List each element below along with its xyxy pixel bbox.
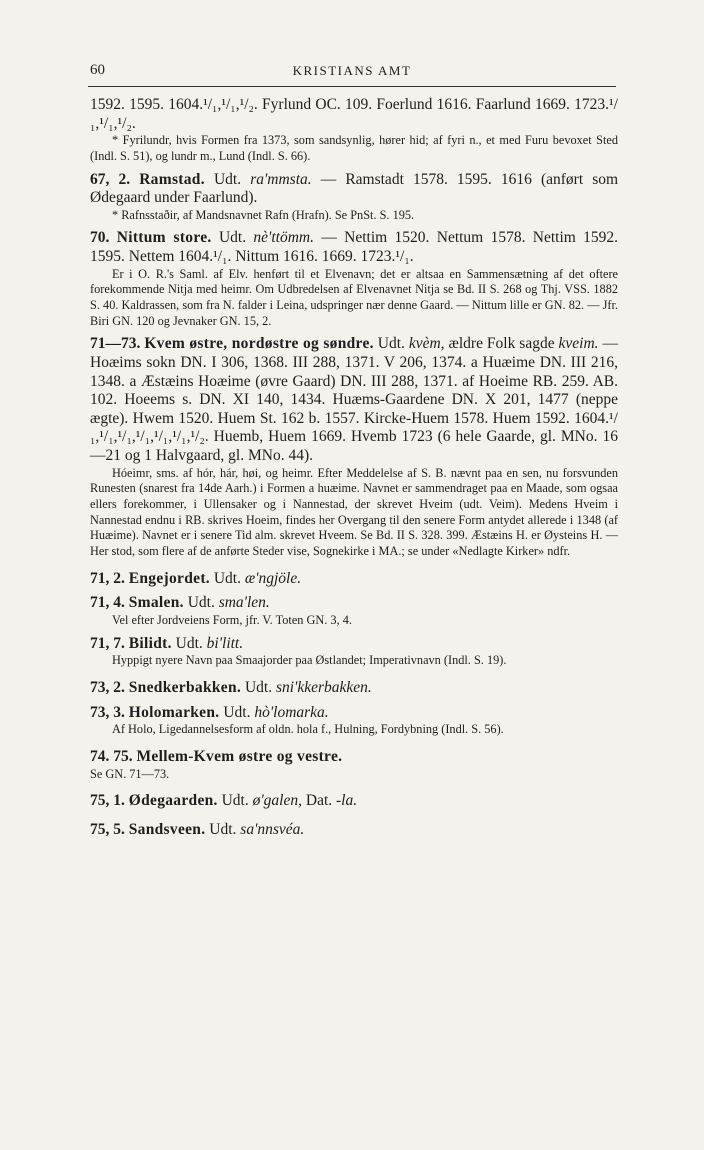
pronunciation: sa'nnsvéa. <box>240 820 305 838</box>
udt-label: Udt. <box>218 229 247 247</box>
udt-label: Udt. <box>244 679 273 697</box>
entry-note: * Fyrilundr, hvis Formen fra 1373, som sandsynlig, hører hid; af fyri n., et med Furu bevoxet Sted (Indl. S. 51), og lundr m., Lund (Indl. S. 66). <box>90 133 618 163</box>
entry-name: Engejordet. <box>128 569 210 587</box>
entry-number: 74. 75. <box>90 747 133 765</box>
entry-holomarken <box>90 704 618 723</box>
entry-ramstad <box>90 171 618 208</box>
entry-odegaarden <box>90 792 618 811</box>
entry-note: Er i O. R.'s Saml. af Elv. henført til et Elvenavn; det er altsaa en Sammensætning af det oftere forekommende Nitja med heimr. Om Udbredelsen af Elvenavnet Nitja se Bd. II S. 268 og Thj. VSS. 1882 S. 40. Kaldrassen, som fra N. falder i Leina, udspringer nær denne Gaard. — Nittum lille er GN. 82. — Jfr. Biri GN. 120 og Jevnaker GN. 15, 2. <box>90 266 618 328</box>
entry-name: Ramstad. <box>139 170 205 188</box>
entry-note: Hyppigt nyere Navn paa Smaajorder paa Østlandet; Imperativnavn (Indl. S. 19). <box>112 653 507 668</box>
entry-kvem <box>90 335 618 465</box>
entry-number: 73, 3. <box>90 703 125 721</box>
pronunciation: hò'lomarka. <box>254 703 329 721</box>
page-body <box>90 96 618 839</box>
page-number: 60 <box>90 62 105 78</box>
entry-name: Ødegaarden. <box>128 792 218 810</box>
entry-note: Af Holo, Ligedannelsesform af oldn. hola f., Hulning, Fordybning (Indl. S. 56). <box>112 722 504 737</box>
entry-nittum <box>90 229 618 266</box>
entry-number: 71, 7. <box>90 634 125 652</box>
header-rule <box>88 86 616 87</box>
udt-label: Udt. <box>377 335 405 353</box>
entry-text: 1592. 1595. 1604.¹/₁,¹/₁,¹/₂. Fyrlund OC. 109. Foerlund 1616. Faarlund 1669. 1723.¹/₁,¹/₁,¹/₂. <box>90 96 618 132</box>
entry-name: Kvem østre, nordøstre og søndre. <box>144 335 374 353</box>
pronunciation: sni'kkerbakken. <box>275 679 372 697</box>
pronunciation: nè'ttömm. <box>253 229 314 247</box>
pronunciation: æ'ngjöle. <box>244 569 302 587</box>
entry-snedkerbakken <box>90 679 618 698</box>
udt-label: Udt. <box>223 703 251 721</box>
udt-label: Udt. <box>209 820 237 838</box>
entry-name: Nittum store. <box>116 229 212 247</box>
entry-name: Mellem-Kvem østre og vestre. <box>136 747 343 765</box>
udt-label: Udt. <box>187 594 215 612</box>
udt-label: Udt. <box>213 170 242 188</box>
pronunciation: ø'galen, <box>252 792 302 810</box>
entry-number: 71—73. <box>90 335 141 353</box>
entry-smalen <box>90 594 618 613</box>
entry-number: 70. <box>90 229 110 247</box>
entry-name: Snedkerbakken. <box>128 679 242 697</box>
udt-label: Udt. <box>175 634 203 652</box>
entry-sandsveen <box>90 821 618 840</box>
pronunciation: bi'litt. <box>206 634 244 652</box>
page-header <box>90 62 614 84</box>
running-title: KRISTIANS AMT <box>292 63 412 78</box>
entry-text: — Ramstadt 1578. 1595. 1616 (anført som Ødegaard under Faarlund). <box>90 170 619 207</box>
entry-number: 75, 5. <box>90 820 125 838</box>
entry-engejordet <box>90 570 618 589</box>
entry-mellem-kvem <box>90 748 618 767</box>
entry-text: ældre Folk sagde <box>444 335 559 353</box>
entry-bilidt <box>90 635 618 654</box>
entry-name: Smalen. <box>128 594 184 612</box>
udt-label: Udt. <box>213 569 241 587</box>
pronunciation: kvèm, <box>408 335 445 353</box>
entry-number: 75, 1. <box>90 792 125 810</box>
entry-name: Bilidt. <box>128 634 172 652</box>
entry-name: Holomarken. <box>128 703 220 721</box>
entry-text: Dat. <box>302 792 337 810</box>
entry-note: Se GN. 71—73. <box>90 766 170 781</box>
entry-name: Sandsveen. <box>128 820 206 838</box>
udt-label: Udt. <box>221 792 249 810</box>
entry-number: 71, 4. <box>90 594 125 612</box>
entry-note: Vel efter Jordveiens Form, jfr. V. Toten GN. 3, 4. <box>112 613 352 628</box>
pronunciation: -la. <box>336 792 358 810</box>
pronunciation: ra'mmsta. <box>250 170 312 188</box>
entry-number: 71, 2. <box>90 569 125 587</box>
pronunciation: kveim. <box>558 335 599 353</box>
entry-number: 73, 2. <box>90 679 125 697</box>
entry-text: — Nettim 1520. Nettum 1578. Nettim 1592. 1595. Nettem 1604.¹/₁. Nittum 1616. 1669. 1723.¹/₁. <box>90 229 619 266</box>
entry-text: — Hoæims sokn DN. I 306, 1368. III 288, 1371. V 206, 1374. a Huæime DN. III 216, 1348. a Æstæins Hoæime (øvre Gaard) DN. III 288, 1371. af Hoeime RB. 259. AB. 102. Hoeems s. DN. XI 140, 1434. Huæms-Gaardene DN. X 201, 1477 (neppe ægte). Hwem 1520. Huem St. 162 b. 1557. Kircke-Huem 1578. Huem 1592. 1604.¹/₁,¹/₁,¹/₁,¹/₁,¹/₁,¹/₁,¹/₂. Huemb, Huem 1669. Hvemb 1723 (6 hele Gaarde, gl. MNo. 16—21 og 1 Halvgaard, gl. MNo. 44). <box>90 335 618 465</box>
entry-note: * Rafnsstaðir, af Mandsnavnet Rafn (Hrafn). Se PnSt. S. 195. <box>112 207 415 222</box>
entry-number: 67, 2. <box>90 170 131 188</box>
pronunciation: sma'len. <box>218 594 270 612</box>
entry-note: Hóeimr, sms. af hór, hár, høi, og heimr. Efter Meddelelse af S. B. nævnt paa en sen, nu forsvunden Runesten (snarest fra 14de Aarh.) i Formen a huæime. Navnet er sammendraget paa en Maade, som ogsaa ellers forekommer, i Ullensaker og i Nannestad, der skrevet Hveim (udt. Veim). Medens Hveim i Nannestad endnu i RB. skrives Hoeim, findes her Overgang til den senere Form antydet allerede i 1348 (af Huæime). Navnet er i senere Tid alm. skrevet Hveem. Se Bd. II S. 328. 399. Æstæins H. er Øysteins H. — Her stod, som flere af de anførte Steder vise, Sognekirke i MA.; se under «Nedlagte Kirker» ndfr. <box>90 465 618 559</box>
